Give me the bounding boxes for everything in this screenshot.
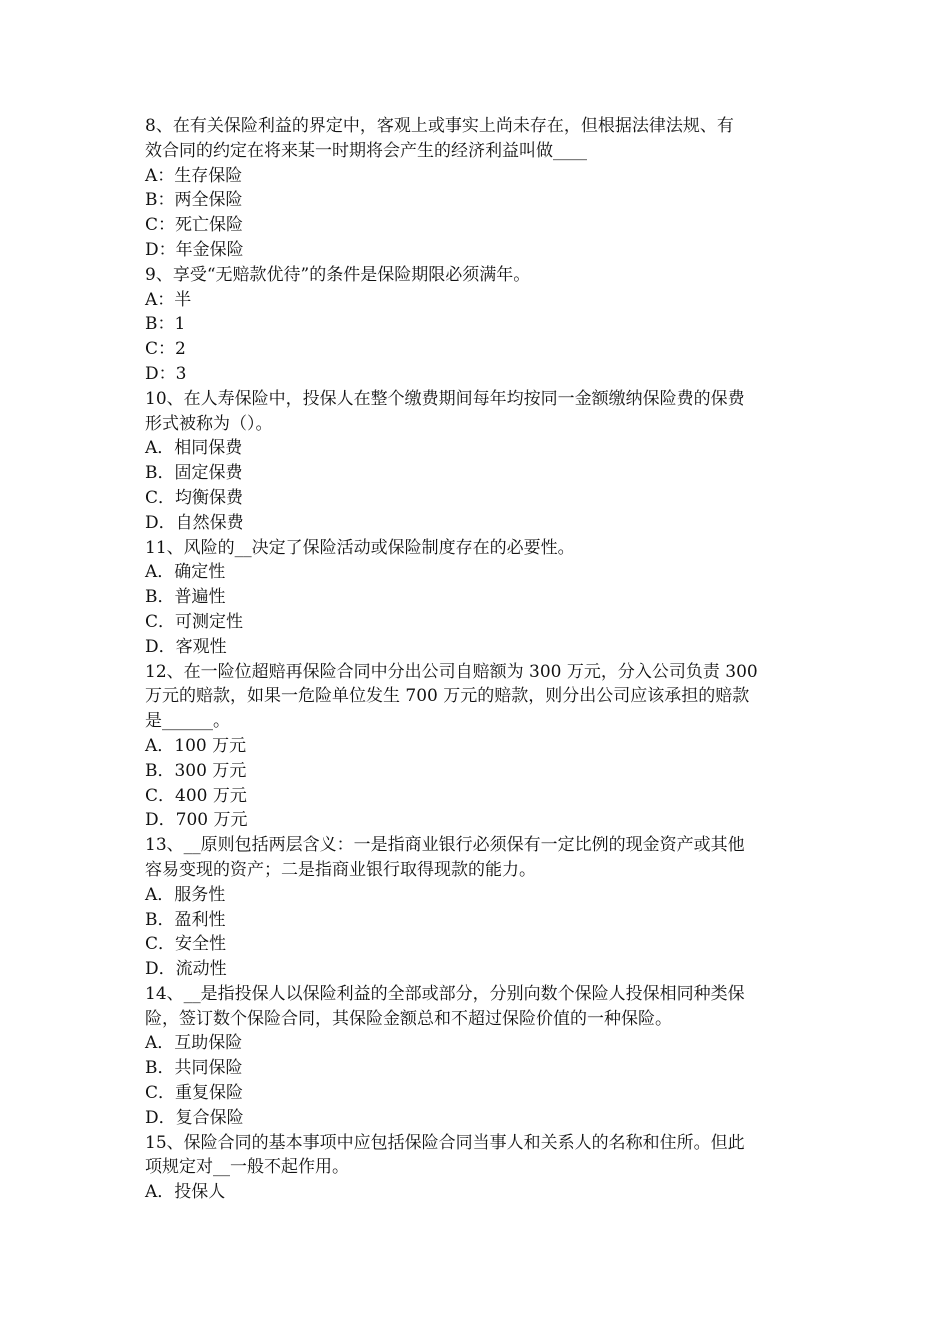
option-line: C．400 万元 — [145, 785, 247, 806]
text-line: 是______。 — [145, 711, 230, 732]
option-line: D：3 — [145, 363, 187, 384]
option-line: B：1 — [145, 314, 186, 335]
text-line: 9、享受“无赔款优待”的条件是保险期限必须满年。 — [145, 264, 531, 285]
option-line: C：死亡保险 — [145, 215, 244, 236]
option-line: D．客观性 — [145, 636, 227, 657]
text-line: 项规定对__一般不起作用。 — [145, 1157, 349, 1178]
text-line: 万元的赔款，如果一危险单位发生 700 万元的赔款，则分出公司应该承担的赔款 — [145, 686, 750, 707]
option-line: C．安全性 — [145, 934, 227, 955]
option-line: A．互助保险 — [145, 1033, 243, 1054]
option-line: A．100 万元 — [145, 735, 247, 756]
option-line: A．确定性 — [145, 562, 226, 583]
text-line: 10、在人寿保险中，投保人在整个缴费期间每年均按同一金额缴纳保险费的保费 — [145, 388, 745, 409]
option-line: D：年金保险 — [145, 239, 244, 260]
option-line: A：生存保险 — [145, 165, 243, 186]
option-line: C．重复保险 — [145, 1083, 244, 1104]
option-line: C．可测定性 — [145, 611, 244, 632]
text-line: 12、在一险位超赔再保险合同中分出公司自赔额为 300 万元，分入公司负责 300 — [145, 661, 758, 682]
option-line: B．共同保险 — [145, 1058, 243, 1079]
text-line: 11、风险的__决定了保险活动或保险制度存在的必要性。 — [145, 537, 575, 558]
option-line: C：2 — [145, 339, 186, 360]
option-line: B．盈利性 — [145, 909, 226, 930]
text-line: 容易变现的资产；二是指商业银行取得现款的能力。 — [145, 859, 536, 880]
option-line: B．300 万元 — [145, 760, 247, 781]
text-line: 13、__原则包括两层含义：一是指商业银行必须保有一定比例的现金资产或其他 — [145, 835, 745, 856]
option-line: D．自然保费 — [145, 512, 244, 533]
option-line: A．相同保费 — [145, 438, 243, 459]
option-line: C．均衡保费 — [145, 487, 244, 508]
text-line: 险，签订数个保险合同，其保险金额总和不超过保险价值的一种保险。 — [145, 1008, 672, 1029]
option-line: B：两全保险 — [145, 190, 243, 211]
text-line: 效合同的约定在将来某一时期将会产生的经济利益叫做____ — [145, 140, 587, 161]
text-line: 形式被称为（）。 — [145, 413, 273, 434]
text-line: 14、__是指投保人以保险利益的全部或部分，分别向数个保险人投保相同种类保 — [145, 983, 745, 1004]
option-line: D．流动性 — [145, 959, 227, 980]
option-line: A．服务性 — [145, 884, 226, 905]
option-line: B．普遍性 — [145, 587, 226, 608]
text-line: 15、保险合同的基本事项中应包括保险合同当事人和关系人的名称和住所。但此 — [145, 1132, 745, 1153]
option-line: A：半 — [145, 289, 192, 310]
option-line: A．投保人 — [145, 1182, 226, 1203]
document-page — [145, 114, 815, 1205]
option-line: D．复合保险 — [145, 1107, 244, 1128]
option-line: D．700 万元 — [145, 810, 248, 831]
text-line: 8、在有关保险利益的界定中，客观上或事实上尚未存在，但根据法律法规、有 — [145, 116, 734, 136]
option-line: B．固定保费 — [145, 463, 243, 484]
